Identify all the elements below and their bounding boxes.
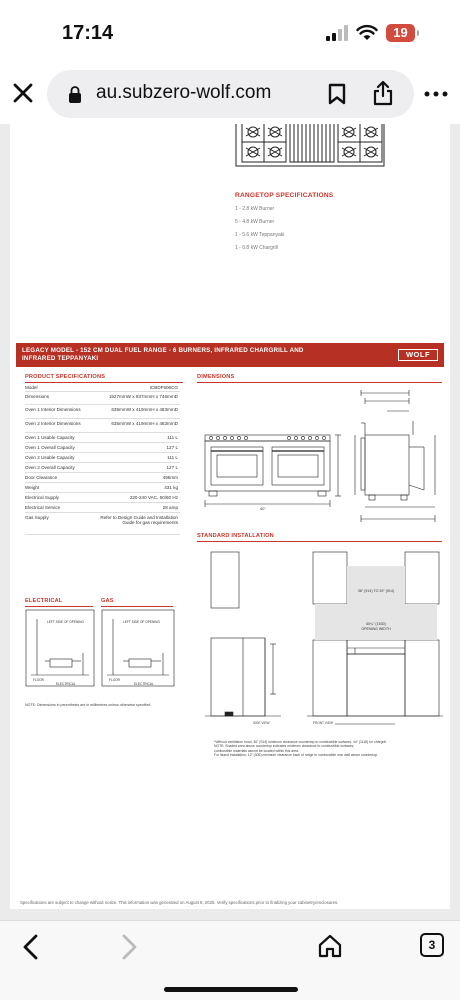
spec-value: Refer to Design Guide and Installation Guide for gas requirements	[100, 515, 178, 525]
installation-notes	[214, 740, 440, 758]
spec-label: Oven 1 Usable Capacity	[25, 435, 75, 440]
spec-value: 635mmW x 419mmH x 483mmD	[111, 407, 178, 412]
install-note: combustible materials cannot be located within this area.	[214, 748, 299, 753]
front-view-label: FRONT VIEW	[313, 721, 333, 725]
electrical-location-diagram	[25, 609, 95, 691]
list-item: 5 - 4.8 kW Burner	[235, 219, 275, 225]
product-title-line-1: LEGACY MODEL - 152 CM DUAL FUEL RANGE - 6 BURNERS, INFRARED CHARGRILL AND	[22, 347, 304, 354]
standard-installation-drawing	[195, 544, 445, 739]
side-view-label: SIDE VIEW	[253, 721, 270, 725]
page-footer: Specifications are subject to change without notice. This information was generated on August 8, 2025. Verify specifications prior to finalizing your cabinetry/enclosures.	[20, 900, 339, 905]
lock-icon	[68, 86, 82, 103]
spec-label: Door Clearance	[25, 475, 58, 480]
back-icon[interactable]	[21, 934, 39, 960]
spec-value: ICBDF606CG	[149, 385, 178, 390]
table-row	[25, 433, 180, 443]
url-text[interactable]: au.subzero-wolf.com	[96, 82, 272, 103]
spec-value: 127 L	[166, 445, 178, 450]
forward-icon[interactable]	[121, 934, 139, 960]
gas-location-diagram	[101, 609, 175, 691]
home-icon[interactable]	[318, 934, 342, 958]
wolf-logo: WOLF	[398, 349, 438, 361]
table-row	[25, 419, 180, 433]
rangetop-specs-list	[235, 206, 284, 258]
spec-label: Dimensions	[25, 394, 49, 399]
spec-value: 635mmW x 419mmH x 483mmD	[111, 421, 178, 426]
range-dimensions-drawing	[195, 385, 445, 530]
svg-text:60": 60"	[260, 507, 266, 511]
spec-value: 28 amp	[162, 505, 178, 510]
electrical-label: ELECTRICAL	[56, 682, 76, 686]
standard-installation-title: STANDARD INSTALLATION	[197, 533, 274, 539]
list-item: 1 - 5.6 kW Teppanyaki	[235, 232, 285, 238]
product-title-bar	[16, 343, 444, 367]
table-row	[25, 493, 180, 503]
spec-value: 431 kg	[164, 485, 178, 490]
spec-label: Oven 2 Usable Capacity	[25, 455, 75, 460]
spec-label: Oven 2 Overall Capacity	[25, 465, 75, 470]
electrical-label: ELECTRICAL	[134, 682, 154, 686]
share-icon[interactable]	[372, 80, 394, 106]
section-divider	[197, 382, 442, 383]
tabs-button[interactable]: 3	[420, 933, 444, 957]
table-row	[25, 483, 180, 493]
left-side-label: LEFT SIDE OF OPENING	[47, 620, 84, 624]
table-row	[25, 383, 180, 392]
more-options-icon[interactable]	[424, 90, 448, 98]
table-row	[25, 463, 180, 473]
spec-sheet-page-2	[10, 337, 450, 909]
table-row	[25, 503, 180, 513]
section-divider	[25, 606, 93, 607]
spec-label: Oven 1 Overall Capacity	[25, 445, 75, 450]
install-note: *Without ventilation hood, 36" (914) minimum clearance countertop to combustible surfaces, 44" (1118) for chargrill.	[214, 740, 387, 744]
spec-label: Gas Supply	[25, 515, 49, 520]
spec-label: Oven 1 Interior Dimensions	[25, 407, 81, 412]
gas-title: GAS	[101, 598, 114, 604]
spec-value: 220-240 VAC, 50/60 Hz	[129, 495, 178, 500]
dimensions-note: NOTE: Dimensions in parenthesis are in millimetres unless otherwise specified.	[25, 703, 152, 707]
list-item: 1 - 2.8 kW Burner	[235, 206, 275, 212]
floor-label: FLOOR	[33, 678, 44, 682]
dimensions-title: DIMENSIONS	[197, 374, 235, 380]
table-row	[25, 443, 180, 453]
install-note: NOTE: Shaded area above countertop indicates minimum clearance to combustible surfaces;	[214, 744, 355, 749]
rangetop-specs-title: RANGETOP SPECIFICATIONS	[235, 192, 334, 199]
spec-label: Electrical Service	[25, 505, 61, 510]
status-time: 17:14	[62, 22, 114, 44]
close-icon[interactable]	[12, 82, 34, 104]
product-title	[22, 347, 372, 363]
svg-text:OPENING WIDTH: OPENING WIDTH	[361, 627, 391, 631]
battery-indicator: 19	[386, 24, 415, 42]
install-note: For island installation, 12" (305) minimum clearance back of range to combustible rear wall above countertop.	[214, 753, 379, 758]
table-row	[25, 473, 180, 483]
svg-text:60¼" (1530): 60¼" (1530)	[366, 622, 386, 626]
spec-value: 111 L	[167, 435, 178, 440]
product-title-line-2: INFRARED TEPPANYAKI	[22, 355, 99, 362]
floor-label: FLOOR	[109, 678, 120, 682]
document-viewport[interactable]	[0, 124, 460, 920]
browser-toolbar	[0, 62, 460, 124]
bookmark-icon[interactable]	[328, 83, 346, 105]
spec-label: Oven 2 Interior Dimensions	[25, 421, 81, 426]
list-item: 1 - 0.8 kW Chargrill	[235, 245, 278, 251]
spec-label: Weight	[25, 485, 40, 490]
spec-label: Electrical Supply	[25, 495, 59, 500]
left-side-label: LEFT SIDE OF OPENING	[123, 620, 160, 624]
spec-value: 495mm	[162, 475, 178, 480]
svg-text:36" (914) TO 39" (914): 36" (914) TO 39" (914)	[357, 589, 395, 593]
spec-value: 127 L	[166, 465, 178, 470]
browser-bottom-bar	[0, 920, 460, 1000]
spec-value: 1527mmW x 937mmH x 746mmD	[108, 394, 178, 399]
rangetop-diagram	[10, 124, 450, 190]
cellular-signal-icon	[326, 25, 350, 41]
table-row	[25, 513, 180, 535]
home-indicator	[164, 987, 298, 992]
table-row	[25, 392, 180, 405]
table-row	[25, 405, 180, 419]
spec-value: 111 L	[167, 455, 178, 460]
section-divider	[197, 541, 442, 542]
wifi-icon	[356, 24, 378, 41]
table-row	[25, 453, 180, 463]
section-divider	[101, 606, 173, 607]
status-bar	[0, 0, 460, 62]
electrical-title: ELECTRICAL	[25, 598, 63, 604]
product-specs-title: PRODUCT SPECIFICATIONS	[25, 374, 106, 380]
spec-label: Model	[25, 385, 38, 390]
